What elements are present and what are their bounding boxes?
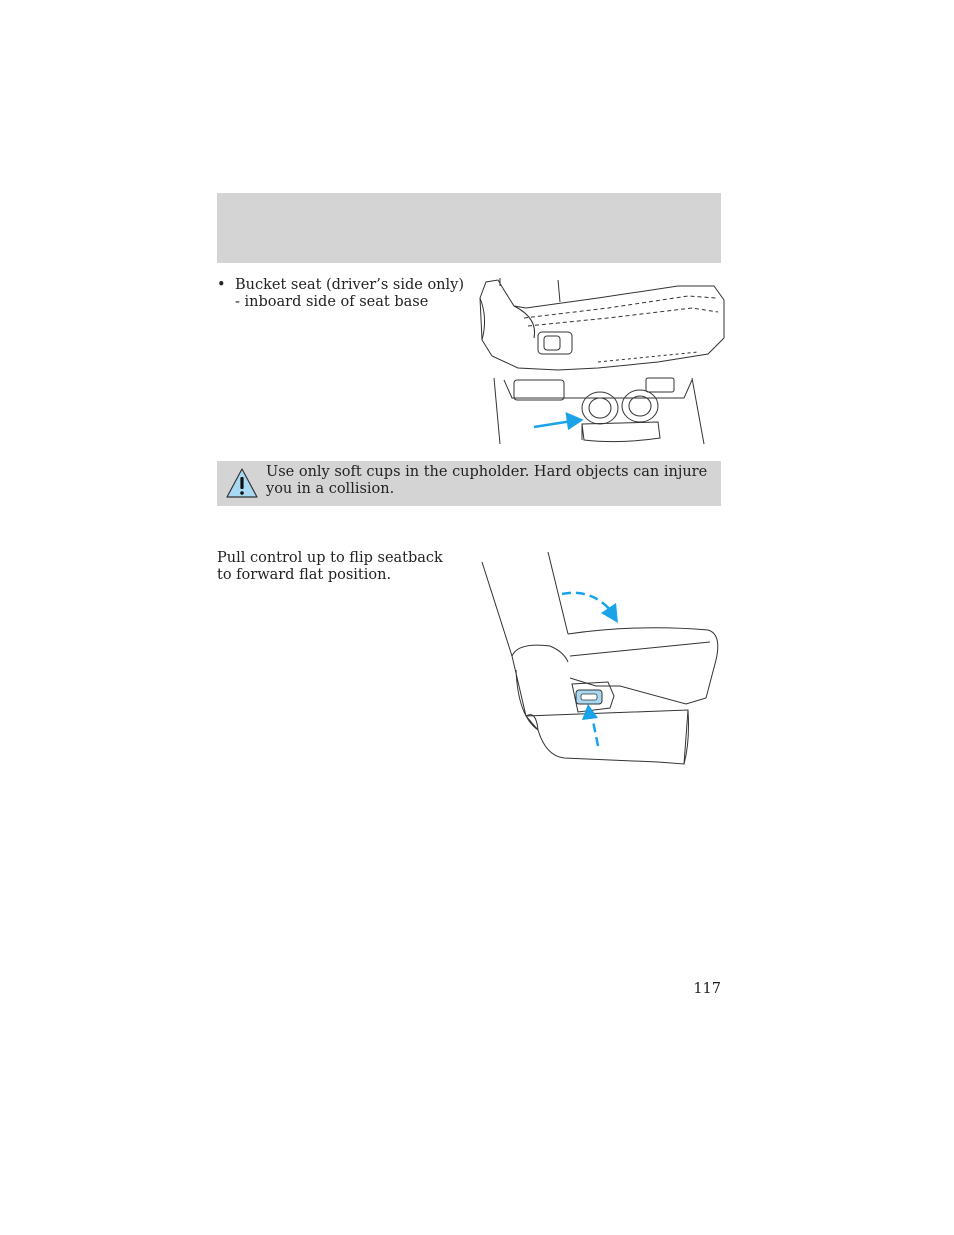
seatback-instruction-text: Pull control up to flip seatback to forward flat position.: [217, 550, 443, 583]
seatback-fold-illustration: [478, 550, 723, 770]
cupholder-location-bullet: [217, 277, 467, 311]
warning-text: Use only soft cups in the cupholder. Hard objects can injure you in a collision.: [266, 464, 708, 497]
warning-triangle-icon: [225, 467, 259, 499]
cupholder-warning-box: [217, 461, 721, 506]
page-number: 117: [693, 981, 721, 997]
bullet-marker: •: [217, 277, 226, 293]
bullet-text: Bucket seat (driver’s side only) - inboard side of seat base: [235, 277, 464, 310]
chapter-header-band: [217, 193, 721, 263]
cupholder-illustration: [478, 278, 726, 448]
